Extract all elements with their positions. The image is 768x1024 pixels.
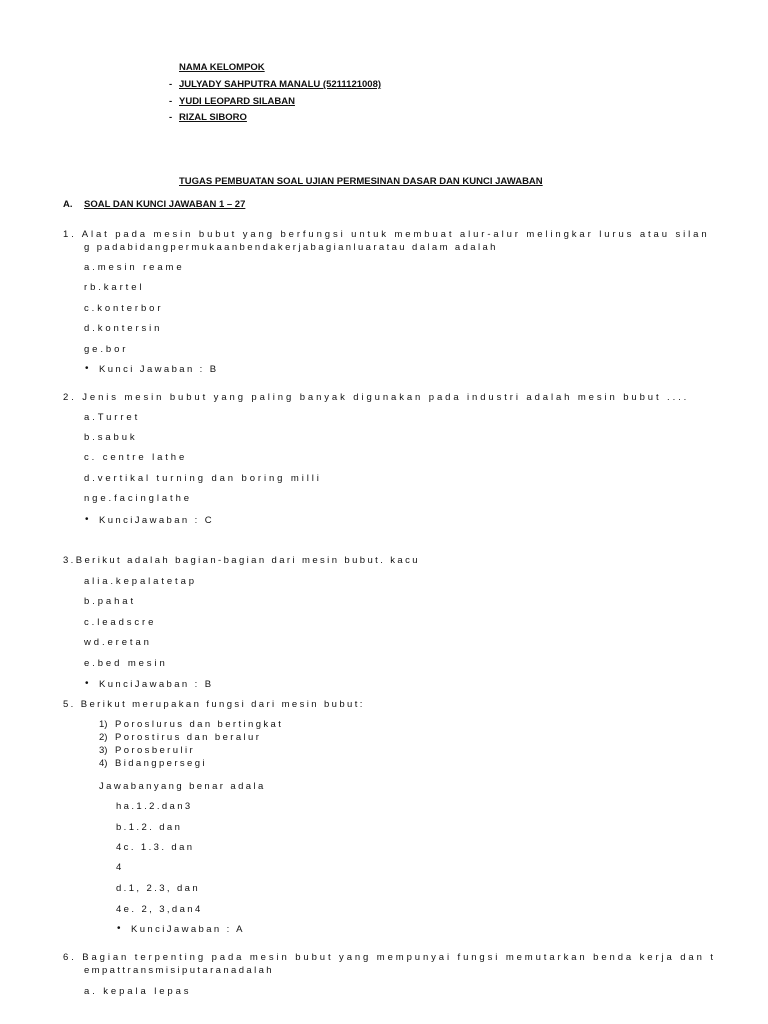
bullet-icon: •: [85, 514, 89, 525]
question-2-option: b.sabuk: [84, 432, 138, 443]
list-number: 4): [99, 758, 108, 769]
list-number: 2): [99, 732, 108, 743]
question-1-text-cont: g padabidangpermukaanbendakerjabagianluaratau dalam adalah: [84, 242, 498, 253]
question-3-option: e.bed mesin: [84, 658, 168, 669]
list-number: 1): [99, 719, 108, 730]
question-2-text: 2. Jenis mesin bubut yang paling banyak digunakan pada industri adalah mesin bubut ....: [63, 392, 690, 403]
question-5-option: 4c. 1.3. dan: [116, 842, 195, 853]
question-2-option: c. centre lathe: [84, 452, 188, 463]
list-item: Porostirus dan beralur: [115, 732, 262, 743]
member-dash: -: [169, 96, 173, 107]
section-letter: A.: [63, 199, 73, 210]
question-6-option: a. kepala lepas: [84, 986, 192, 997]
question-1-option: a.mesin reame: [84, 262, 185, 273]
question-2-answer-key: KunciJawaban : C: [99, 515, 214, 526]
question-5-answer-key: KunciJawaban : A: [131, 924, 245, 935]
question-1-option: d.kontersin: [84, 323, 163, 334]
list-item: Bidangpersegi: [115, 758, 207, 769]
member-name: RIZAL SIBORO: [179, 112, 247, 123]
question-5-text: 5. Berikut merupakan fungsi dari mesin bubut:: [63, 699, 365, 710]
section-title: SOAL DAN KUNCI JAWABAN 1 – 27: [84, 199, 246, 210]
bullet-icon: •: [85, 678, 89, 689]
question-5-option: 4e. 2, 3,dan4: [116, 904, 203, 915]
question-2-option: a.Turret: [84, 412, 141, 423]
question-6-text: 6. Bagian terpenting pada mesin bubut yang mempunyai fungsi memutarkan benda kerja dan t: [63, 952, 716, 963]
question-2-option: nge.facinglathe: [84, 493, 192, 504]
question-3-option: b.pahat: [84, 596, 136, 607]
question-3-option: alia.kepalatetap: [84, 576, 197, 587]
document-title: TUGAS PEMBUATAN SOAL UJIAN PERMESINAN DASAR DAN KUNCI JAWABAN: [179, 176, 543, 187]
group-label: NAMA KELOMPOK: [179, 62, 265, 73]
question-3-answer-key: KunciJawaban : B: [99, 679, 214, 690]
question-6-text-cont: empattransmisiputaranadalah: [84, 965, 274, 976]
question-1-option: c.konterbor: [84, 303, 164, 314]
question-2-option: d.vertikal turning dan boring milli: [84, 473, 322, 484]
list-item: Poroslurus dan bertingkat: [115, 719, 284, 730]
member-dash: -: [169, 112, 173, 123]
question-1-option: rb.kartel: [84, 282, 145, 293]
question-3-text: 3.Berikut adalah bagian-bagian dari mesin bubut. kacu: [63, 555, 420, 566]
question-1-answer-key: Kunci Jawaban : B: [99, 364, 219, 375]
member-name: YUDI LEOPARD SILABAN: [179, 96, 295, 107]
question-1-text: 1. Alat pada mesin bubut yang berfungsi untuk membuat alur-alur melingkar lurus atau silan: [63, 229, 710, 240]
list-number: 3): [99, 745, 108, 756]
question-3-option: wd.eretan: [84, 637, 152, 648]
list-item: Porosberulir: [115, 745, 196, 756]
member-name: JULYADY SAHPUTRA MANALU (5211121008): [179, 79, 382, 90]
bullet-icon: •: [85, 363, 89, 374]
question-5-option: d.1, 2.3, dan: [116, 883, 201, 894]
question-5-option: 4: [116, 862, 124, 873]
question-5-option: b.1.2. dan: [116, 822, 183, 833]
member-dash: -: [169, 79, 173, 90]
question-5-prompt: Jawabanyang benar adala: [99, 781, 266, 792]
question-3-option: c.leadscre: [84, 617, 157, 628]
bullet-icon: •: [117, 923, 121, 934]
question-1-option: ge.bor: [84, 344, 129, 355]
question-5-option: ha.1.2.dan3: [116, 801, 193, 812]
